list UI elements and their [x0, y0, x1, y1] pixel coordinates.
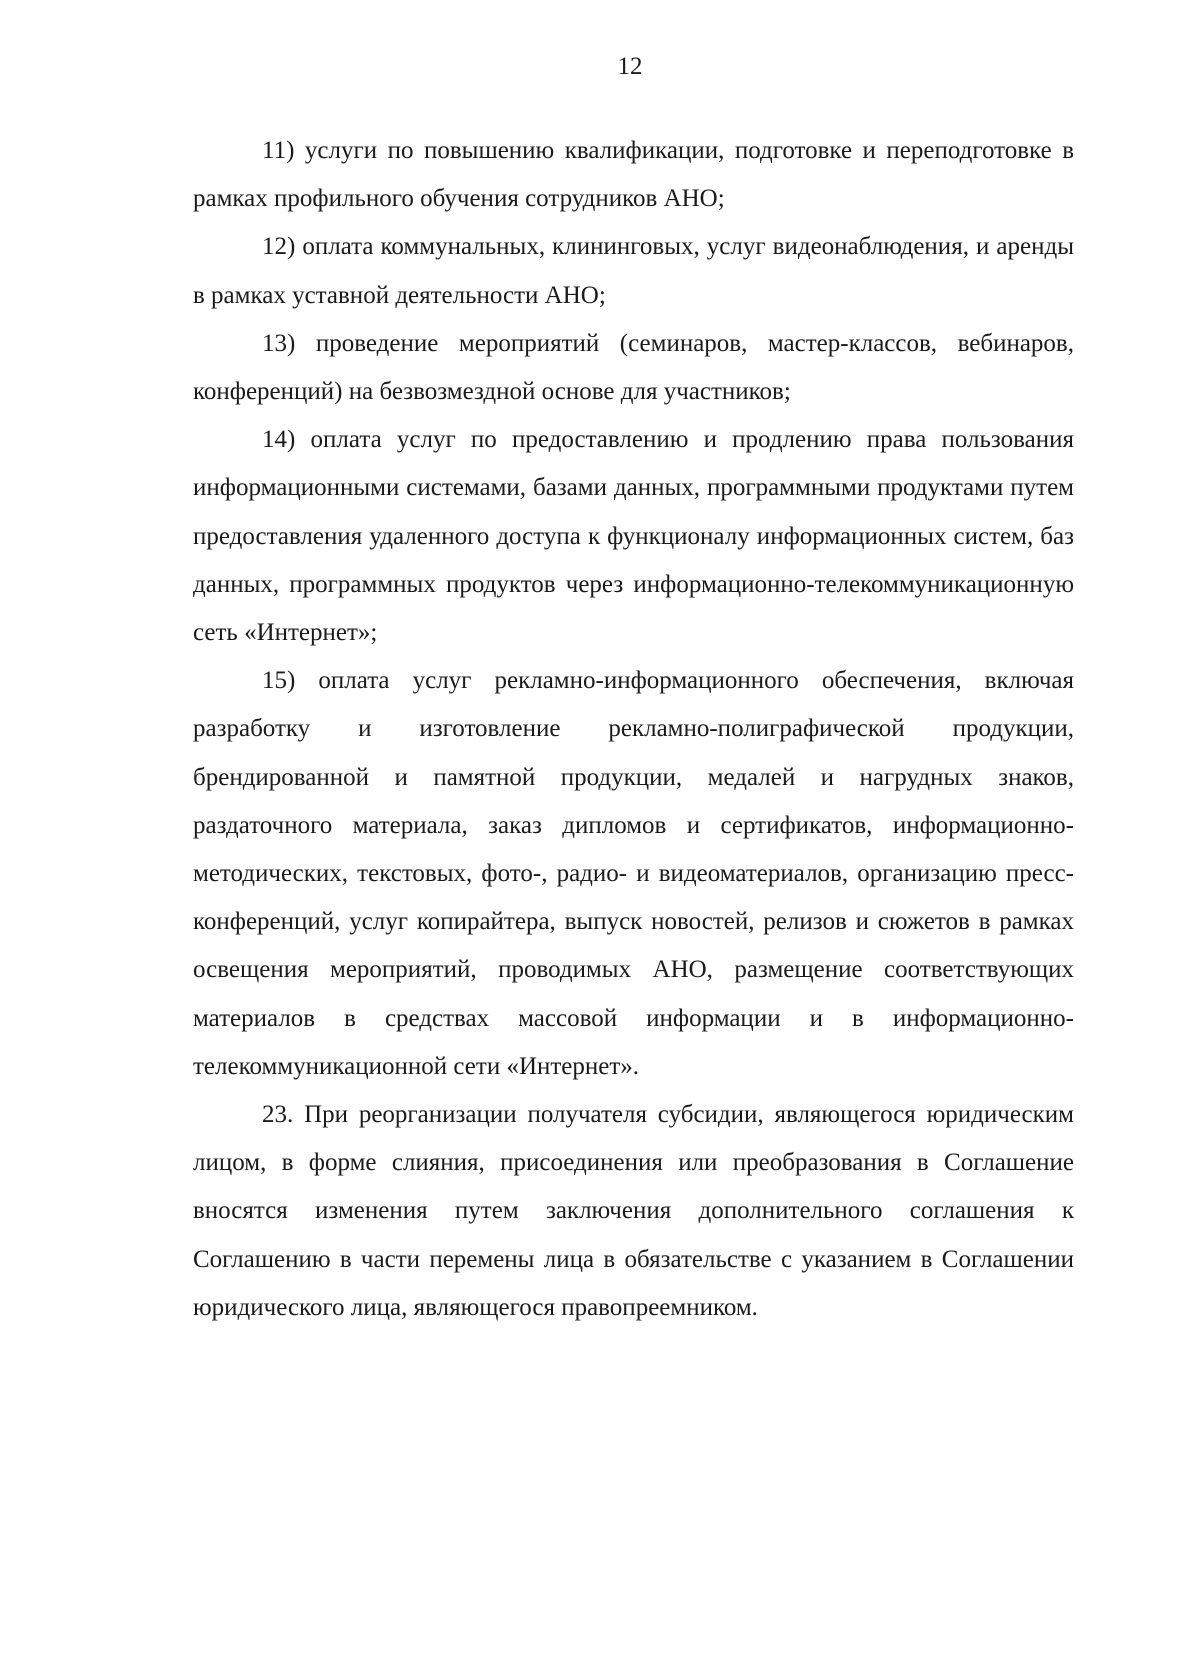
page-number: 12: [617, 53, 643, 80]
list-item-14: 14) оплата услуг по предоставлению и продлению права пользования информационными системами, базами данных, программными продуктами путем предоставления удаленного доступа к функционалу информационных систем, баз данных, программных продуктов через информационно-телекоммуникационную сеть «Интернет»;: [193, 426, 1074, 647]
clause-23: 23. При реорганизации получателя субсидии, являющегося юридическим лицом, в форме слияния, присоединения или преобразования в Соглашение вносятся изменения путем заключения дополнительного соглашения к Соглашению в части перемены лица в обязательстве с указанием в Соглашении юридического лица, являющегося правопреемником.: [193, 1101, 1074, 1321]
document-body: [193, 127, 1074, 1332]
list-item-12: 12) оплата коммунальных, клининговых, услуг видеонаблюдения, и аренды в рамках уставной деятельности АНО;: [193, 233, 1074, 309]
list-item-15: 15) оплата услуг рекламно-информационного обеспечения, включая разработку и изготовление рекламно-полиграфической продукции, брендированной и памятной продукции, медалей и нагрудных знаков, раздаточного материала, заказ дипломов и сертификатов, информационно-методических, текстовых, фото-, радио- и видеоматериалов, организацию пресс-конференций, услуг копирайтера, выпуск новостей, релизов и сюжетов в рамках освещения мероприятий, проводимых АНО, размещение соответствующих материалов в средствах массовой информации и в информационно-телекоммуникационной сети «Интернет».: [193, 667, 1074, 1080]
list-item-13: 13) проведение мероприятий (семинаров, мастер-классов, вебинаров, конференций) на безвозмездной основе для участников;: [193, 329, 1074, 406]
list-item-11: 11) услуги по повышению квалификации, подготовке и переподготовке в рамках профильного обучения сотрудников АНО;: [193, 137, 1074, 213]
